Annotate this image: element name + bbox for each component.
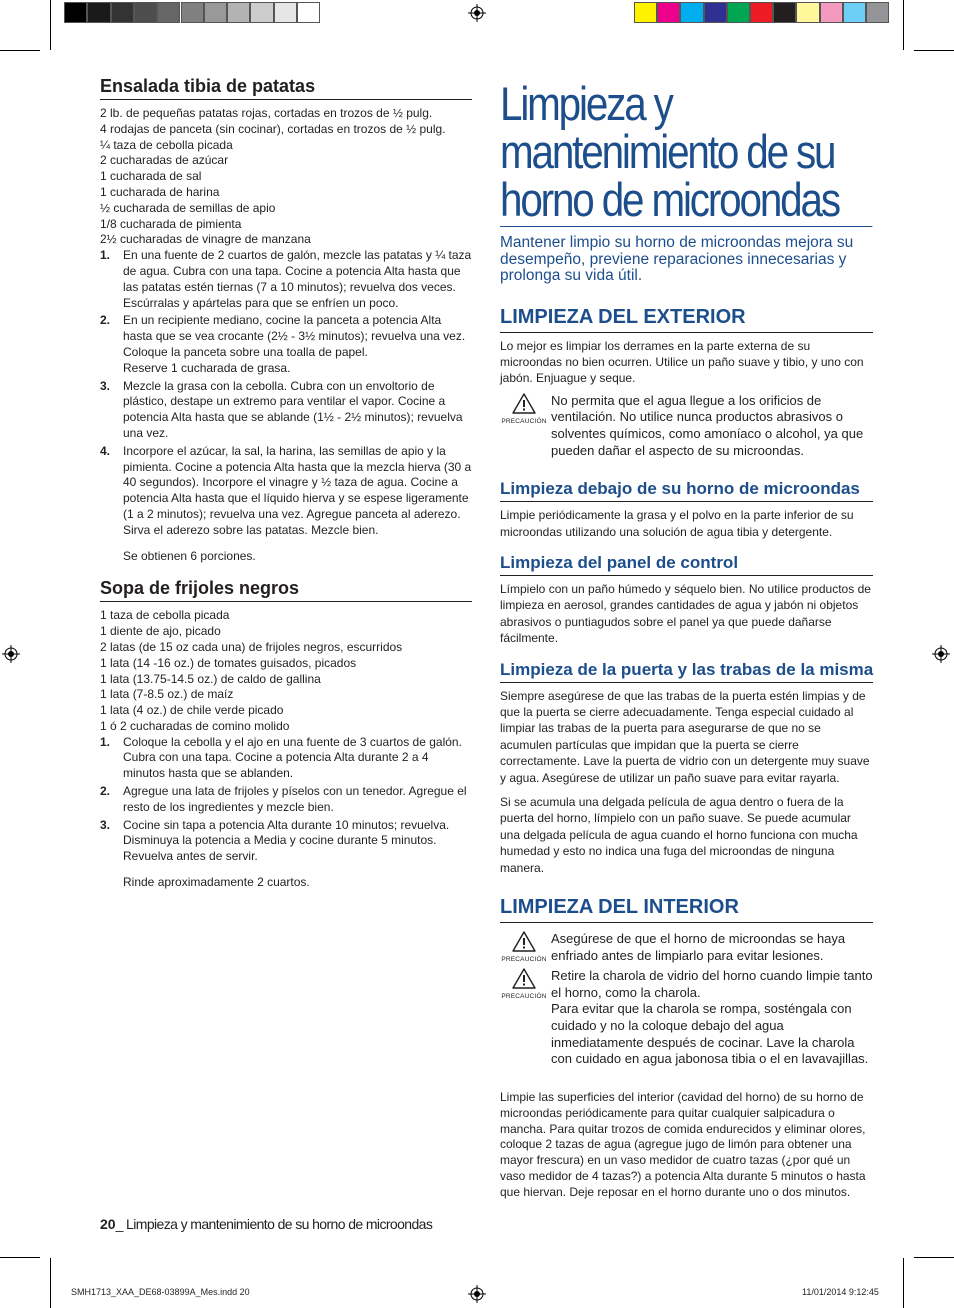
recipe-step xyxy=(100,248,472,311)
caution-label: PRECAUCIÓN xyxy=(501,993,547,1001)
step-number: 1. xyxy=(100,734,111,749)
gray-swatch xyxy=(111,2,134,23)
registration-mark-icon xyxy=(468,1285,486,1303)
crop-mark xyxy=(914,1257,954,1258)
registration-mark-icon xyxy=(468,4,486,22)
crop-mark xyxy=(903,1258,904,1308)
recipe-step xyxy=(100,313,472,376)
page-number: 20 xyxy=(100,1216,116,1232)
panel-text: Límpielo con un paño húmedo y séquelo bien. No utilice productos de limpieza en aerosol, grandes cantidades de agua y jabón ni objetos abrasivos o puntiagudos sobre el panel ya que puede dañarse fácilmente. xyxy=(500,581,871,646)
footer-title: _ Limpieza y mantenimiento de su horno de microondas xyxy=(115,1216,433,1232)
ingredient-item: 1/8 cucharada de pimienta xyxy=(100,216,242,231)
intro-text: Mantener limpio su horno de microondas mejora su desempeño, previene reparaciones innecesarias y prolonga su vida útil. xyxy=(500,234,854,284)
ingredient-item: 1 lata (7-8.5 oz.) de maíz xyxy=(100,687,234,702)
section-heading-door: Limpieza de la puerta y las trabas de la misma xyxy=(500,660,873,683)
left-column xyxy=(100,76,472,891)
gray-swatch xyxy=(204,2,227,23)
ingredient-item: 1 ó 2 cucharadas de comino molido xyxy=(100,718,290,733)
gray-swatch xyxy=(181,2,204,23)
gray-swatch xyxy=(250,2,273,23)
recipe-yield: Se obtienen 6 porciones. xyxy=(123,548,256,563)
color-swatch xyxy=(657,2,680,23)
step-number: 1. xyxy=(100,248,111,263)
crop-mark xyxy=(0,1257,40,1258)
ingredient-item: 1 taza de cebolla picada xyxy=(100,608,230,623)
color-swatch xyxy=(727,2,750,23)
registration-mark-icon xyxy=(2,645,20,663)
right-column xyxy=(500,77,874,1201)
caution-label: PRECAUCIÓN xyxy=(501,956,547,963)
recipe-title: Sopa de frijoles negros xyxy=(100,578,472,602)
ingredient-item: 1 cucharada de harina xyxy=(100,184,220,199)
ingredient-item: ½ cucharada de semillas de apio xyxy=(100,200,276,215)
ingredient-item: 2 latas (de 15 oz cada una) de frijoles negros, escurridos xyxy=(100,639,403,654)
ingredient-item: 1 lata (4 oz.) de chile verde picado xyxy=(100,703,284,718)
section-heading-panel: Limpieza del panel de control xyxy=(500,553,873,576)
caution-text: No permita que el agua llegue a los orificios de ventilación. No utilice nunca productos abrasivos o solventes químicos, como amoníaco o alcohol, ya que pueden dañar el aspecto de su microondas. xyxy=(551,392,864,458)
color-swatch xyxy=(750,2,773,23)
color-swatch xyxy=(634,2,657,23)
gray-swatch xyxy=(297,2,320,23)
gray-swatch xyxy=(274,2,297,23)
ingredient-list xyxy=(100,106,472,248)
recipe-step xyxy=(100,444,472,539)
recipe-step xyxy=(100,818,472,865)
ingredient-item: ¼ taza de cebolla picada xyxy=(100,137,233,152)
step-list xyxy=(100,735,472,865)
ingredient-item: 2 lb. de pequeñas patatas rojas, cortadas en trozos de ½ pulg. xyxy=(100,106,433,120)
step-text: Coloque la cebolla y el ajo en una fuente de 3 cuartos de galón. Cubra con una tapa. Cocine a potencia Alta durante 2 a 4 minutos hasta que se ablanden. xyxy=(123,734,462,781)
caution-text: Retire la charola de vidrio del horno cuando limpie tanto el horno, como la charola. Para evitar que la charola se rompa, sosténgala con cuidado y no la coloque debajo del agua inmediatamente después de cocinar. Lave la charola con cuidado en agua jabonosa tibia o el en lavavajillas. xyxy=(551,968,873,1067)
recipe-step xyxy=(100,735,472,782)
step-number: 3. xyxy=(100,817,111,832)
step-number: 2. xyxy=(100,313,111,328)
step-text: Agregue una lata de frijoles y píselos con un tenedor. Agregue el resto de los ingredientes y mezcle bien. xyxy=(123,784,467,814)
step-text: Incorpore el azúcar, la sal, la harina, las semillas de apio y la pimienta. Cocine a potencia Alta hasta que la mezcla hierva (30 a 40 segundos). Incorpore el vinagre y ½ taza de agua. Cocine a potencia Alta hasta que el líquido hierva y se espese ligeramente (1 a 2 minutos); revuelva una vez. Agregue panceta al aderezo. Sirva el aderezo sobre las patatas. Mezcle bien. xyxy=(123,443,472,537)
ingredient-item: 2 cucharadas de azúcar xyxy=(100,153,229,168)
gray-swatch xyxy=(64,2,87,23)
crop-mark xyxy=(50,0,51,50)
recipe-title: Ensalada tibia de patatas xyxy=(100,76,472,100)
caution-block xyxy=(500,393,873,459)
under-text: Limpie periódicamente la grasa y el polvo en la parte inferior de su microondas utilizando una solución de agua tibia y detergente. xyxy=(500,508,854,539)
gray-swatch xyxy=(134,2,157,23)
section-heading-interior: LIMPIEZA DEL INTERIOR xyxy=(500,896,873,923)
ingredient-item: 1 diente de ajo, picado xyxy=(100,624,221,639)
slug-file: SMH1713_XAA_DE68-03899A_Mes.indd 20 xyxy=(71,1287,250,1297)
step-number: 3. xyxy=(100,378,111,393)
caution-label: PRECAUCIÓN xyxy=(501,417,547,425)
crop-mark xyxy=(0,50,40,51)
color-swatch xyxy=(704,2,727,23)
page-title-line: Limpieza y xyxy=(500,77,672,130)
color-swatch xyxy=(680,2,703,23)
gray-swatch xyxy=(227,2,250,23)
recipe-step xyxy=(100,379,472,442)
color-swatch xyxy=(843,2,866,23)
page-title-line: mantenimiento de su xyxy=(500,125,835,178)
ingredient-item: 2½ cucharadas de vinagre de manzana xyxy=(100,232,311,247)
door-text: Si se acumula una delgada película de agua dentro o fuera de la puerta del horno, límpielo con un paño suave. Se puede acumular una delgada película de agua cuando el horno funciona con mucha humedad y esto no indica una fuga del microondas de ninguna manera. xyxy=(500,794,858,875)
caution-icon xyxy=(500,931,548,969)
step-text: Cocine sin tapa a potencia Alta durante 10 minutos; revuelva. Disminuya la potencia a Media y cocine durante 5 minutos. Revuelva antes de servir. xyxy=(123,817,450,864)
crop-mark xyxy=(50,1258,51,1308)
slug-date: 11/01/2014 9:12:45 xyxy=(802,1287,879,1297)
ingredient-item: 1 lata (14 -16 oz.) de tomates guisados, picados xyxy=(100,655,357,670)
page-title xyxy=(500,77,872,227)
recipe-yield: Rinde aproximadamente 2 cuartos. xyxy=(123,875,310,890)
step-list xyxy=(100,248,472,538)
ingredient-item: 1 lata (13.75-14.5 oz.) de caldo de gallina xyxy=(100,671,321,686)
exterior-text: Lo mejor es limpiar los derrames en la parte externa de su microondas no bien ocurren. Utilice un paño suave y tibio, y uno con jabón. Enjuague y seque. xyxy=(500,338,864,386)
caution-block xyxy=(500,931,873,964)
ingredient-item: 4 rodajas de panceta (sin cocinar), cortadas en trozos de ½ pulg. xyxy=(100,121,446,136)
registration-mark-icon xyxy=(932,645,950,663)
ingredient-list xyxy=(100,608,472,734)
color-swatch xyxy=(796,2,819,23)
color-swatch xyxy=(773,2,796,23)
color-swatch xyxy=(820,2,843,23)
color-swatch xyxy=(866,2,889,23)
caution-text: Asegúrese de que el horno de microondas se haya enfriado antes de limpiarlo para evitar lesiones. xyxy=(551,931,846,963)
page-title-line: horno de microondas xyxy=(500,173,839,226)
step-text: Mezcle la grasa con la cebolla. Cubra con un envoltorio de plástico, destape un extremo para ventilar el vapor. Cocine a potencia Alta hasta que se ablande (1½ - 2½ minutos); revuelva una vez. xyxy=(123,378,463,440)
step-text: En una fuente de 2 cuartos de galón, mezcle las patatas y ¼ taza de agua. Cubra con una tapa. Cocine a potencia Alta hasta que las patatas estén tiernas (7 a 10 minutos); revuelva dos veces. Escúrralas y apártelas para que se enfríen un poco. xyxy=(123,248,472,310)
caution-block xyxy=(500,968,873,1068)
door-text: Siempre asegúrese de que las trabas de la puerta estén limpias y de que la puerta se cierre adecuadamente. Tenga especial cuidado al limpiar las trabas de la puerta para asegurarse de que no se acumulen partículas que impidan que la puerta se cierre correctamente. Lave la puerta de vidrio con un detergente muy suave y agua. Asegúrese de utilizar un paño suave para evitar rayarla. xyxy=(500,688,870,785)
interior-text: Limpie las superficies del interior (cavidad del horno) de su horno de microondas periódicamente para quitar cualquier salpicadura o mancha. Para quitar trozos de comida endurecidos y eliminar olores, coloque 2 tazas de agua (agregue jugo de limón para obtener una mayor frescura) en un vaso medidor de cuatro tazas (¿por qué un vaso medidor de 4 tazas?) a potencia Alta durante 5 minutos o hasta que hiervan. Deje reposar en el horno durante uno o dos minutos. xyxy=(500,1089,866,1200)
step-text: En un recipiente mediano, cocine la panceta a potencia Alta hasta que se vea crocante (2½ - 3½ minutos); revuelva una vez. Coloque la panceta sobre una toalla de papel. Reserve 1 cucharada de grasa. xyxy=(123,313,466,375)
section-heading-exterior: LIMPIEZA DEL EXTERIOR xyxy=(500,306,873,333)
ingredient-item: 1 cucharada de sal xyxy=(100,169,202,184)
gray-swatch xyxy=(87,2,110,23)
crop-mark xyxy=(914,50,954,51)
caution-icon xyxy=(500,968,548,1006)
step-number: 4. xyxy=(100,443,111,458)
step-number: 2. xyxy=(100,784,111,799)
caution-icon xyxy=(500,393,548,431)
page-footer xyxy=(100,1216,432,1232)
gray-swatch xyxy=(157,2,180,23)
section-heading-under: Limpieza debajo de su horno de microondas xyxy=(500,479,873,502)
crop-mark xyxy=(903,0,904,50)
recipe-step xyxy=(100,784,472,816)
